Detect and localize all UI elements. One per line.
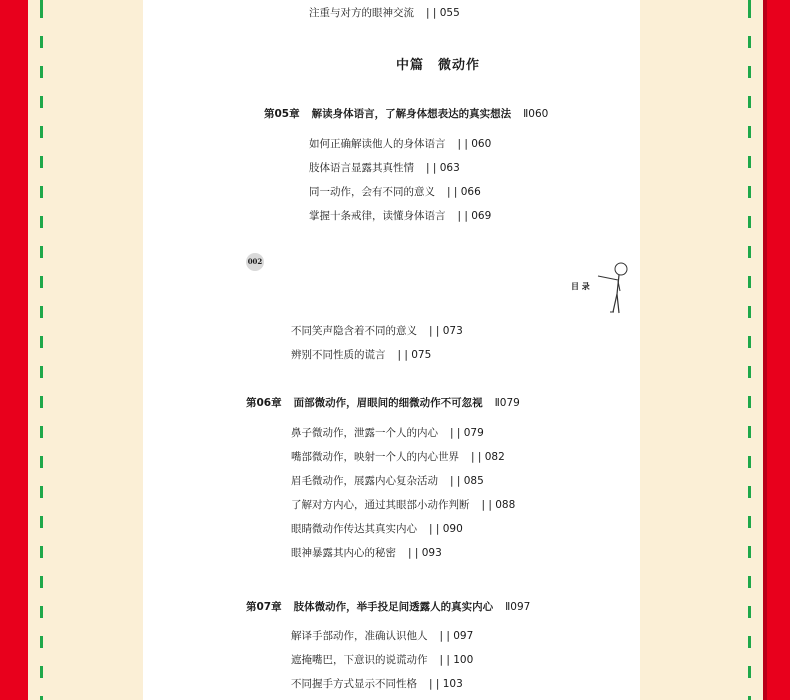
toc-entry-title: 同一动作，会有不同的意义 — [309, 186, 435, 198]
toc-entry-page: | | 097 — [439, 630, 474, 642]
toc-entry — [291, 522, 463, 536]
toc-entry-page: | | 082 — [471, 451, 505, 463]
left-dashed-line — [40, 0, 43, 700]
toc-entry-title: 鼻子微动作，泄露一个人的内心 — [291, 427, 438, 439]
toc-entry-page: | | 093 — [408, 547, 442, 559]
right-dashed-line — [748, 0, 751, 700]
toc-entry-page: | | 103 — [429, 678, 463, 690]
toc-entry — [291, 546, 442, 560]
chapter-title: 肢体微动作，举手投足间透露人的真实内心 — [293, 601, 494, 613]
chapter-title: 解读身体语言，了解身体想表达的真实想法 — [311, 108, 512, 120]
toc-entry — [309, 209, 491, 223]
toc-entry — [291, 450, 505, 464]
toc-entry-title: 掌握十条戒律，读懂身体语言 — [309, 210, 446, 222]
toc-entry-title: 辨别不同性质的谎言 — [291, 349, 386, 361]
toc-entry-page: | | 060 — [457, 138, 492, 150]
chapter-number: 第06章 — [246, 397, 282, 409]
toc-entry — [291, 324, 463, 338]
chapter-page: Ⅱ060 — [523, 108, 549, 120]
toc-entry-title: 眼神暴露其内心的秘密 — [291, 547, 396, 559]
toc-entry-title: 不同笑声隐含着不同的意义 — [291, 325, 417, 337]
toc-entry — [291, 426, 484, 440]
toc-entry — [291, 348, 431, 362]
toc-entry-title: 不同握手方式显示不同性格 — [291, 678, 417, 690]
toc-entry-page: | | 069 — [457, 210, 492, 222]
chapter-07-heading — [246, 600, 530, 614]
toc-entry-title: 遮掩嘴巴，下意识的说谎动作 — [291, 654, 428, 666]
chapter-number: 第07章 — [246, 601, 282, 613]
stick-figure-icon — [592, 260, 632, 316]
toc-entry-page: | | 100 — [439, 654, 474, 666]
toc-entry-page: | | 079 — [450, 427, 484, 439]
toc-entry-page: | | 090 — [429, 523, 463, 535]
toc-entry-page: | | 066 — [447, 186, 481, 198]
toc-entry-page: | | 075 — [397, 349, 432, 361]
toc-entry — [309, 161, 460, 175]
toc-entry-title: 嘴部微动作，映射一个人的内心世界 — [291, 451, 459, 463]
toc-entry-title: 眼睛微动作传达其真实内心 — [291, 523, 417, 535]
toc-entry — [291, 474, 484, 488]
chapter-page: Ⅱ097 — [505, 601, 531, 613]
toc-entry — [291, 498, 515, 512]
toc-entry — [309, 6, 460, 20]
toc-entry — [291, 677, 463, 691]
part-label: 中篇 — [396, 58, 425, 73]
toc-entry-title: 肢体语言显露其真性情 — [309, 162, 414, 174]
toc-entry-page: | | 055 — [426, 7, 460, 19]
toc-entry — [291, 629, 473, 643]
toc-entry — [309, 137, 491, 151]
toc-entry — [309, 185, 481, 199]
toc-entry-title: 解译手部动作，准确认识他人 — [291, 630, 428, 642]
right-red-edge — [763, 0, 790, 700]
part-title: 微动作 — [438, 58, 481, 73]
toc-entry — [291, 653, 473, 667]
chapter-05-heading — [264, 107, 548, 121]
chapter-title: 面部微动作，眉眼间的细微动作不可忽视 — [293, 397, 483, 409]
toc-entry-page: | | 088 — [481, 499, 516, 511]
chapter-number: 第05章 — [264, 108, 300, 120]
toc-entry-page: | | 073 — [429, 325, 463, 337]
toc-entry-page: | | 063 — [426, 162, 460, 174]
part-heading — [396, 54, 480, 73]
toc-entry-title: 注重与对方的眼神交流 — [309, 7, 414, 19]
chapter-page: Ⅱ079 — [494, 397, 520, 409]
running-head: 目 录 — [571, 282, 590, 291]
toc-entry-title: 了解对方内心，通过其眼部小动作判断 — [291, 499, 470, 511]
page-number-badge: 002 — [246, 253, 264, 271]
toc-entry-title: 如何正确解读他人的身体语言 — [309, 138, 446, 150]
chapter-06-heading — [246, 396, 520, 410]
toc-entry-title: 眉毛微动作，展露内心复杂活动 — [291, 475, 438, 487]
toc-entry-page: | | 085 — [450, 475, 484, 487]
